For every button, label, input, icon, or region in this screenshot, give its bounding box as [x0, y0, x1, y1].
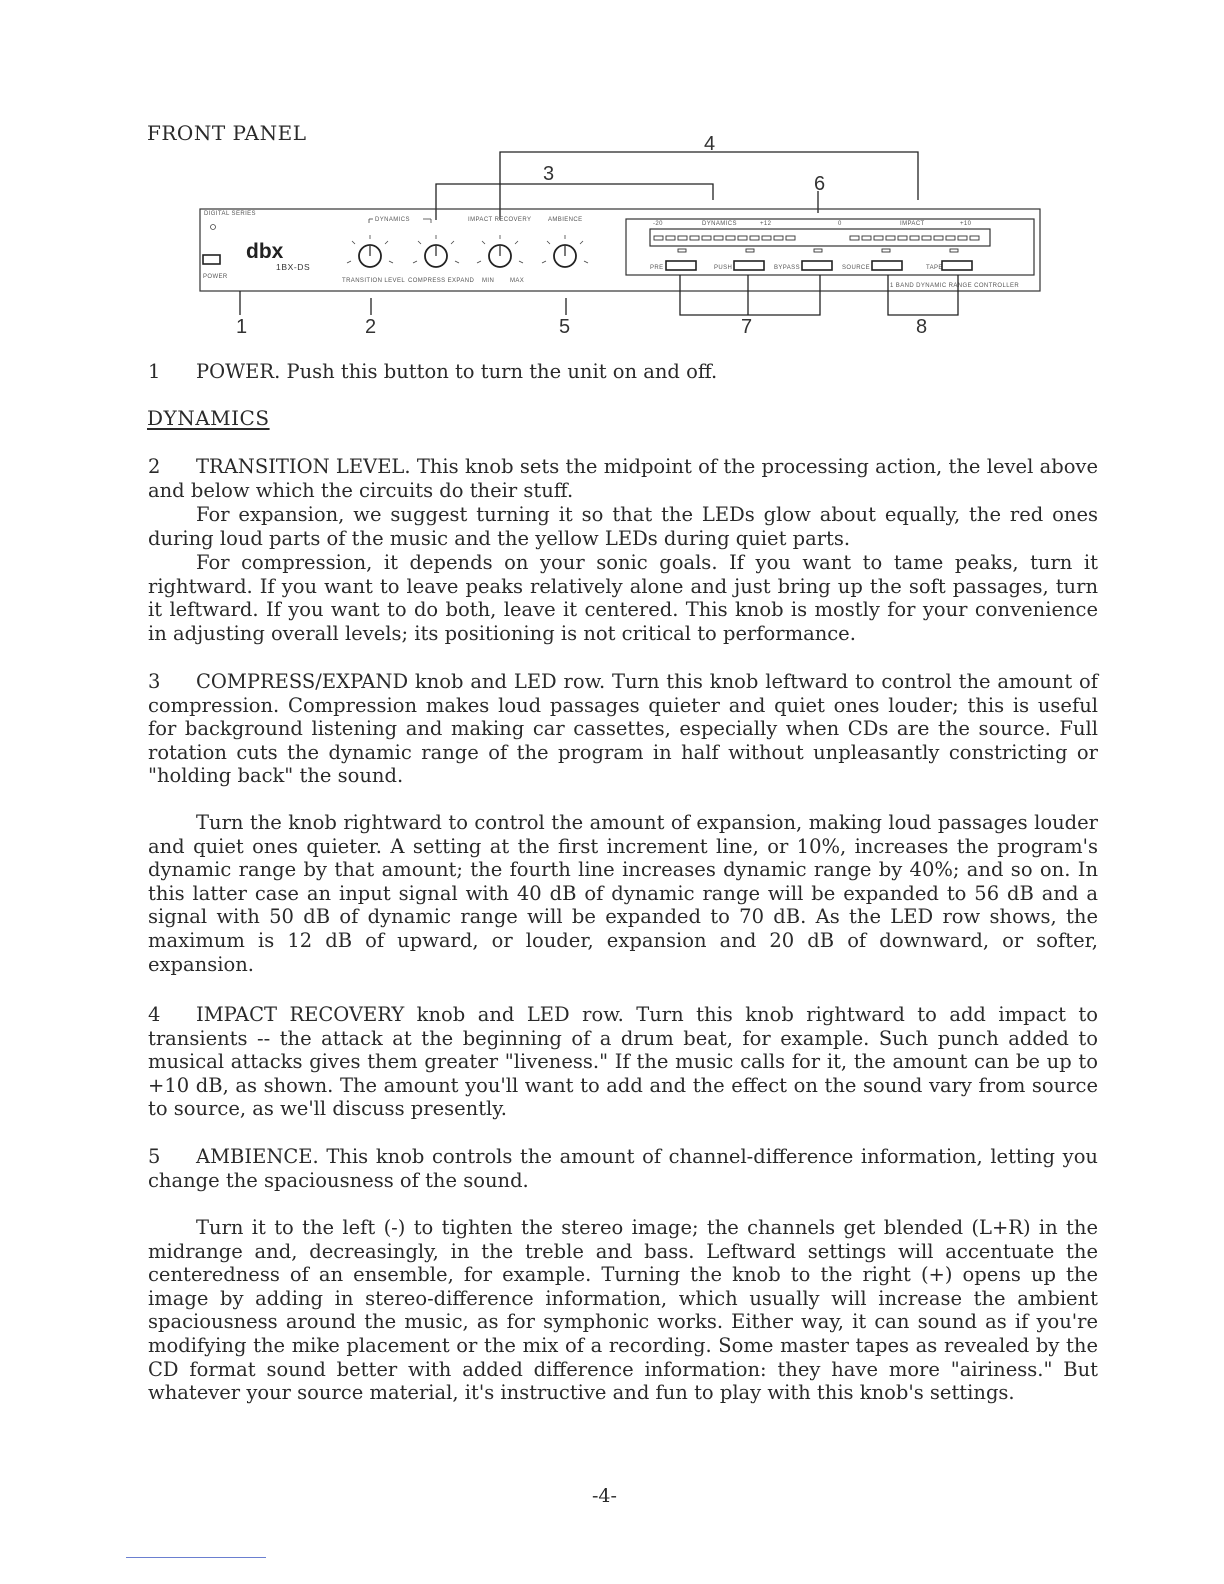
item-1-power: [148, 360, 1098, 384]
pre-button[interactable]: [666, 261, 696, 270]
impact-led-row: [850, 236, 979, 240]
button-label-source: SOURCE: [842, 265, 871, 271]
panel-series-label: DIGITAL SERIES: [204, 211, 256, 217]
item-text: COMPRESS/EXPAND knob and LED row. Turn this knob leftward to control the amount of compression. Compression makes loud passages quieter and quiet ones louder; this is useful for background listening and making car cassettes, especially when CDs are the source. Full rotation cuts the dynamic range of the program in half without unpleasantly constricting or "holding back" the sound.: [148, 670, 1098, 788]
ambience-knob[interactable]: [542, 235, 588, 267]
dynamics-led-row: [654, 236, 795, 240]
push-button[interactable]: [734, 261, 764, 270]
item-number: 3: [148, 670, 161, 693]
item-2-expansion-note: [148, 503, 1098, 550]
source-button[interactable]: [872, 261, 902, 270]
compress-expand-knob[interactable]: [413, 235, 459, 267]
item-number: 5: [148, 1145, 161, 1168]
item-text: IMPACT RECOVERY knob and LED row. Turn this knob rightward to add impact to transients -- the attack at the beginning of a drum beat, for example. Such punch added to musical attacks gives them greater "liveness." If the music calls for it, the amount can be up to +10 dB, as shown. The amount you'll want to add and the effect on the sound vary from source to source, as we'll discuss presently.: [148, 1003, 1098, 1121]
item-5-ambience: [148, 1145, 1098, 1192]
callout-5: 5: [559, 316, 571, 338]
model-label: 1BX-DS: [276, 262, 311, 272]
button-label-push: PUSH: [714, 265, 733, 271]
button-label-pre: PRE: [650, 265, 664, 271]
panel-footer-label: 1 BAND DYNAMIC RANGE CONTROLLER: [890, 283, 1020, 289]
meter-label-min: -20: [653, 221, 663, 227]
item-2-transition-level: [148, 455, 1098, 502]
callout-2: 2: [365, 316, 377, 338]
meter-label-impact: IMPACT: [900, 221, 925, 227]
dynamics-section-label: DYNAMICS: [375, 217, 410, 223]
callout-7: 7: [741, 316, 753, 338]
item-text: For expansion, we suggest turning it so that the LEDs glow about equally, the red ones during loud parts of the music and the yellow LEDs during quiet parts.: [148, 503, 1098, 550]
impact-section-label: IMPACT RECOVERY: [468, 217, 532, 223]
item-text: TRANSITION LEVEL. This knob sets the midpoint of the processing action, the level above and below which the circuits do their stuff.: [148, 455, 1098, 502]
button-label-bypass: BYPASS: [774, 265, 800, 271]
item-2-compression-note: [148, 551, 1098, 645]
ambience-section-label: AMBIENCE: [548, 217, 583, 223]
impact-recovery-knob[interactable]: [477, 235, 523, 267]
item-number: 1: [148, 360, 161, 383]
item-5-ambience-detail: [148, 1216, 1098, 1405]
callout-1: 1: [236, 316, 248, 338]
section-title: FRONT PANEL: [147, 121, 307, 145]
knob-label-transition: TRANSITION LEVEL: [342, 278, 406, 284]
item-3-expansion-detail: [148, 811, 1098, 976]
tape-button[interactable]: [942, 261, 972, 270]
power-label: POWER: [203, 274, 228, 280]
item-text: POWER. Push this button to turn the unit on and off.: [196, 360, 718, 383]
callout-6: 6: [814, 173, 826, 195]
bypass-button[interactable]: [802, 261, 832, 270]
knob-label-min: MIN: [482, 278, 495, 284]
callout-3: 3: [543, 163, 555, 185]
item-text: For compression, it depends on your sonic goals. If you want to tame peaks, turn it rightward. If you want to leave peaks relatively alone and just bring up the soft passages, turn it leftward. If you want to do both, leave it centered. This knob is mostly for your convenience in adjusting overall levels; its positioning is not critical to performance.: [148, 551, 1098, 645]
item-text: Turn the knob rightward to control the amount of expansion, making loud passages louder and quiet ones quieter. A setting at the first increment line, or 10%, increases the program's dynamic range by that amount; the fourth line increases dynamic range by 40%; and so on. In this latter case an input signal with 40 dB of dynamic range will be expanded to 56 dB and a signal with 50 dB of dynamic range will be expanded to 70 dB. As the LED row shows, the maximum is 12 dB of upward, or louder, expansion and 20 dB of downward, or softer, expansion.: [148, 811, 1098, 976]
page-number: -4-: [592, 1485, 617, 1507]
meter-label-zero: 0: [838, 221, 842, 227]
indicator-leds: [678, 249, 958, 252]
knob-label-max: MAX: [510, 278, 525, 284]
meter-label-max: +12: [760, 221, 772, 227]
callout-8: 8: [916, 316, 928, 338]
meter-label-plus10: +10: [960, 221, 972, 227]
power-button[interactable]: [203, 255, 220, 264]
brand-logo: dbx: [246, 240, 284, 263]
button-label-tape: TAPE: [926, 265, 943, 271]
knob-label-compress: COMPRESS EXPAND: [408, 278, 475, 284]
item-text: AMBIENCE. This knob controls the amount of channel-difference information, letting you change the spaciousness of the sound.: [148, 1145, 1098, 1192]
dynamics-heading: DYNAMICS: [147, 406, 270, 430]
item-text: Turn it to the left (-) to tighten the stereo image; the channels get blended (L+R) in the midrange and, decreasingly, in the treble and bass. Leftward settings will accentuate the centeredness of an ensemble, for example. Turning the knob to the right (+) opens up the image by adding in stereo-difference information, which usually will increase the ambient spaciousness around the music, as for symphonic works. Either way, it can sound as if you're modifying the mike placement or the mix of a recording. Some master tapes as revealed by the CD format sound better with added difference information: they have more "airiness." But whatever your source material, it's instructive and fun to play with this knob's settings.: [148, 1216, 1098, 1405]
transition-level-knob[interactable]: [347, 235, 393, 267]
power-indicator: [211, 225, 216, 230]
callout-4: 4: [704, 133, 716, 155]
led-window: [650, 229, 990, 246]
footer-rule: [126, 1557, 266, 1558]
item-number: 4: [148, 1003, 161, 1026]
item-number: 2: [148, 455, 161, 478]
meter-label-dynamics: DYNAMICS: [702, 221, 737, 227]
item-3-compress-expand: [148, 670, 1098, 788]
item-4-impact-recovery: [148, 1003, 1098, 1121]
